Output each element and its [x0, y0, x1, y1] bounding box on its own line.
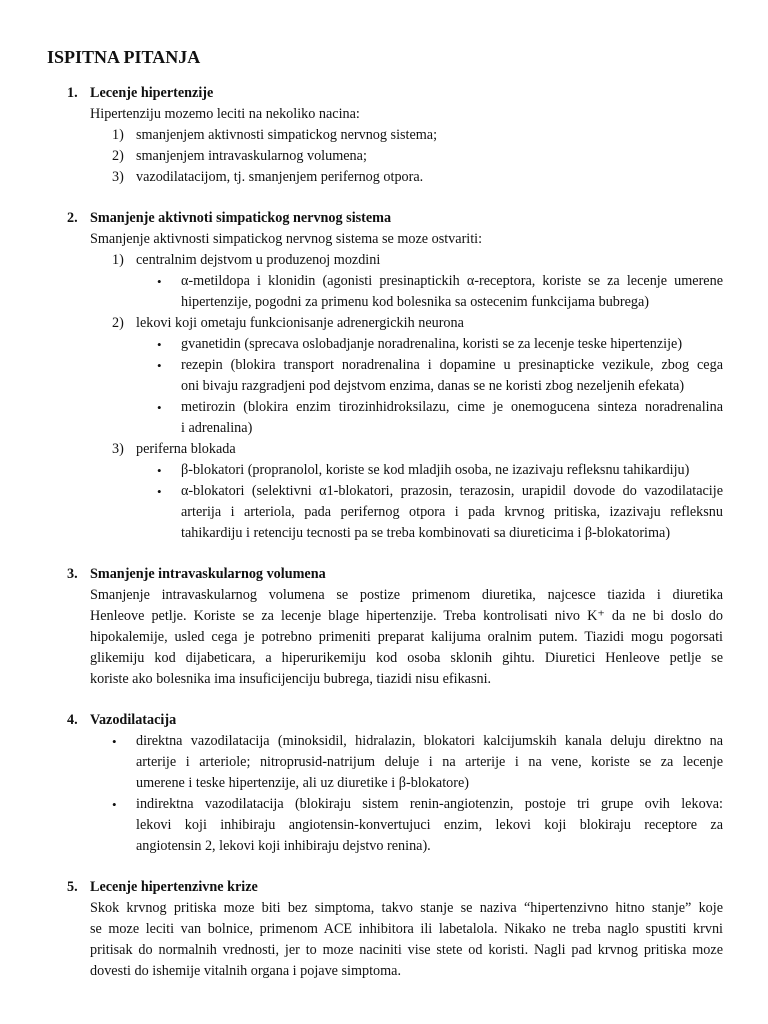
list-item-label: 1)	[112, 127, 124, 143]
bullet-icon: •	[112, 734, 117, 749]
section-intro: Hipertenziju mozemo leciti na nekoliko nacina:	[90, 106, 360, 122]
list-item-text: lekovi koji ometaju funkcionisanje adrenergickih neurona	[136, 315, 464, 331]
bullet-line: arterije i arteriole; nitroprusid-natrijum deluje i na arterije i na vene, koriste se za lecenje	[136, 754, 723, 770]
paragraph-line: glikemiju kod dijabeticara, a hiperurikemiju kod osoba sklonih gihtu. Diuretici Henleove petlje se	[90, 650, 723, 666]
bullet-line: umerene i teske hipertenzije, ali uz diuretike i β-blokatore)	[136, 775, 469, 791]
section-heading: Smanjenje aktivnoti simpatickog nervnog sistema	[90, 210, 392, 226]
list-item-text: periferna blokada	[136, 441, 236, 457]
section-number: 1.	[67, 85, 78, 101]
list-item-text: vazodilatacijom, tj. smanjenjem perifernog otpora.	[136, 169, 424, 185]
bullet-line: β-blokatori (propranolol, koriste se kod mladjih osoba, ne izazivaju refleksnu tahikardiju)	[181, 462, 690, 478]
list-item-label: 2)	[112, 148, 124, 164]
bullet-line: α-blokatori (selektivni α1-blokatori, prazosin, terazosin, urapidil dovode do vazodilatacije	[181, 483, 723, 499]
bullet-line: hipertenzije, pogodni za primenu kod bolesnika sa ostecenim funkcijama bubrega)	[181, 294, 650, 310]
paragraph-line: pritisak do normalnih vrednosti, jer to moze naciniti vise stete od koristi. Nagli pad krvnog pritiska moze	[90, 942, 723, 958]
section-number: 4.	[67, 712, 78, 728]
list-item-label: 3)	[112, 441, 124, 457]
list-item-text: centralnim dejstvom u produzenoj mozdini	[136, 252, 381, 268]
bullet-line: arterija i arteriola, pada perifernog otpora i pada krvnog pritiska, izazivaju refleksnu	[181, 504, 723, 520]
bullet-line: rezepin (blokira transport noradrenalina i dopamine u presinapticke vezikule, zbog cega	[181, 357, 723, 373]
list-item-label: 3)	[112, 169, 124, 185]
paragraph-line: hipokalemije, usled cega je potrebno primeniti preparat kalijuma oralnim putem. Tiazidi mogu pogorsati	[90, 629, 723, 645]
bullet-line: indirektna vazodilatacija (blokiraju sistem renin-angiotenzin, postoje tri grupe ovih lekova:	[136, 796, 723, 812]
paragraph-line: Henleove petlje. Koriste se za lecenje blage hipertenzije. Treba kontrolisati nivo K⁺ da ne bi doslo do	[90, 608, 723, 624]
bullet-icon: •	[157, 337, 162, 352]
section-number: 3.	[67, 566, 78, 582]
section-heading: Lecenje hipertenzivne krize	[90, 879, 258, 895]
bullet-icon: •	[157, 358, 162, 373]
bullet-icon: •	[157, 463, 162, 478]
list-item-label: 2)	[112, 315, 124, 331]
paragraph-line: koriste ako bolesnika ima insuficijenciju bubrega, tiazidi nisu efikasni.	[90, 671, 492, 687]
bullet-icon: •	[157, 484, 162, 499]
paragraph-line: dovesti do ishemije vitalnih organa i pojave simptoma.	[90, 963, 402, 979]
paragraph-line: se moze leciti van bolnice, primenom ACE inhibitora ili labetalola. Nikako ne treba naglo spustiti krvni	[90, 921, 723, 937]
paragraph-line: Smanjenje intravaskularnog volumena se postize primenom diuretika, najcesce tiazida i diuretika	[90, 587, 723, 603]
bullet-line: direktna vazodilatacija (minoksidil, hidralazin, blokatori kalcijumskih kanala deluju direktno na	[136, 733, 723, 749]
bullet-line: α-metildopa i klonidin (agonisti presinaptickih α-receptora, koriste se za lecenje umerene	[181, 273, 723, 289]
section-heading: Smanjenje intravaskularnog volumena	[90, 566, 326, 582]
bullet-icon: •	[157, 274, 162, 289]
bullet-line: oni bivaju razgradjeni pod dejstvom enzima, danas se ne koristi zbog nezeljenih efekata)	[181, 378, 685, 394]
section-heading: Lecenje hipertenzije	[90, 85, 214, 101]
bullet-icon: •	[112, 797, 117, 812]
section-number: 5.	[67, 879, 78, 895]
bullet-line: i adrenalina)	[181, 420, 253, 436]
bullet-line: gvanetidin (sprecava oslobadjanje noradrenalina, koristi se za lecenje teske hipertenzije)	[181, 336, 683, 352]
list-item-text: smanjenjem aktivnosti simpatickog nervnog sistema;	[136, 127, 438, 143]
document-title: ISPITNA PITANJA	[47, 47, 201, 67]
bullet-line: angiotensin 2, lekovi koji inhibiraju dejstvo renina).	[136, 838, 431, 854]
bullet-line: tahikardiju i retenciju tecnosti pa se treba kombinovati sa diureticima i β-blokatorima)	[181, 525, 671, 541]
section-heading: Vazodilatacija	[90, 712, 177, 728]
bullet-line: lekovi koji inhibiraju angiotensin-konvertujuci enzim, lekovi koji blokiraju receptore za	[136, 817, 723, 833]
list-item-text: smanjenjem intravaskularnog volumena;	[136, 148, 367, 164]
paragraph-line: Skok krvnog pritiska moze biti bez simptoma, takvo stanje se naziva “hipertenzivno hitno stanje” koje	[90, 900, 723, 916]
section-number: 2.	[67, 210, 78, 226]
section-intro: Smanjenje aktivnosti simpatickog nervnog sistema se moze ostvariti:	[90, 231, 483, 247]
bullet-icon: •	[157, 400, 162, 415]
bullet-line: metirozin (blokira enzim tirozinhidroksilazu, cime je onemogucena sinteza noradrenalina	[181, 399, 723, 415]
list-item-label: 1)	[112, 252, 124, 268]
